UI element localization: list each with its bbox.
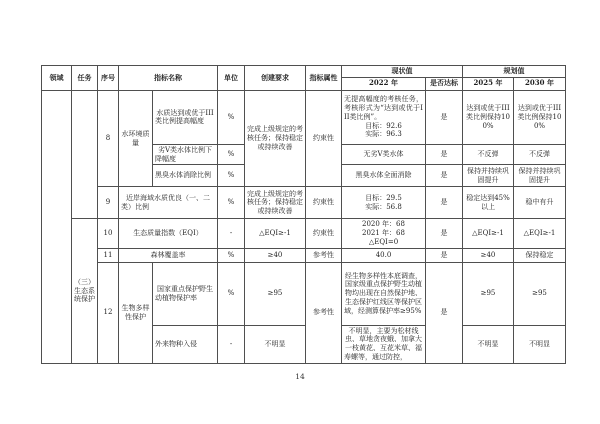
table-row-9 (42, 187, 566, 219)
cell-r8s2-unit: % (218, 144, 245, 165)
header-requirement: 创建要求 (245, 66, 306, 91)
cell-r10-seq: 10 (98, 219, 119, 248)
cell-r12-group-name: 生物多样性保护 (119, 262, 153, 363)
cell-r8-requirement: 完成上级规定的考核任务；保持稳定或持续改善 (245, 90, 306, 187)
cell-r12s2-2022: 不明显，主要为松材线虫、草地贪夜蛾、加拿大一枝黄花、互花米草、福寿螺等，通过防控， (342, 325, 426, 363)
cell-r9-requirement: 完成上级规定的考核任务；保持稳定或持续改善 (245, 187, 306, 219)
r10-2022-line3: △EQI=0 (368, 237, 399, 246)
cell-task-empty (72, 90, 98, 219)
cell-r10-name: 生态质量指数（EQI） (119, 219, 218, 248)
cell-r12s1-2030: ≥95 (514, 262, 566, 325)
cell-r10-meets: 是 (426, 219, 463, 248)
cell-r12s2-2025: 不明显 (463, 325, 514, 363)
cell-r11-requirement: ≥40 (245, 248, 306, 262)
cell-r12s2-requirement: 不明显 (245, 325, 306, 363)
r8s1-2022-desc: 无提高幅度的考核任务，考核形式为“达到或优于III类比例”。 (344, 95, 423, 121)
cell-r11-name: 森林覆盖率 (119, 248, 218, 262)
cell-r12-seq: 12 (98, 262, 119, 363)
cell-r9-2022 (342, 187, 426, 219)
header-unit: 单位 (218, 66, 245, 91)
table-row-11 (42, 248, 566, 262)
r9-2022-actual: 实际：56.8 (365, 202, 402, 211)
cell-r12s1-2025: ≥95 (463, 262, 514, 325)
cell-r11-2025: ≥40 (463, 248, 514, 262)
cell-r8s1-unit: % (218, 90, 245, 144)
header-task: 任务 (72, 66, 98, 91)
cell-r12s2-name: 外来物种入侵 (153, 325, 218, 363)
header-seq: 序号 (98, 66, 119, 91)
header-2022: 2022 年 (342, 77, 426, 90)
cell-r12s1-requirement: ≥95 (245, 262, 306, 325)
cell-task-group: （三）生态系统保护 (72, 219, 98, 363)
header-domain: 领域 (42, 66, 72, 91)
cell-r8s1-2022 (342, 90, 426, 144)
cell-r9-2025: 稳定达到45%以上 (463, 187, 514, 219)
cell-r10-requirement: △EQI≥-1 (245, 219, 306, 248)
cell-r8s3-2030: 保持并持续巩固提升 (514, 165, 566, 187)
cell-r12-meets: 是 (426, 262, 463, 363)
cell-r8s3-meets: 是 (426, 165, 463, 187)
cell-r9-attribute: 约束性 (306, 187, 342, 219)
cell-r9-2030: 稳中有升 (514, 187, 566, 219)
table-row-12-1 (42, 262, 566, 325)
cell-r12s2-unit: - (218, 325, 245, 363)
cell-r10-unit: - (218, 219, 245, 248)
cell-r8s3-unit: % (218, 165, 245, 187)
indicator-table (41, 65, 566, 364)
header-indicator-name: 指标名称 (119, 66, 218, 91)
r9-2022-target: 目标：29.5 (365, 194, 402, 202)
cell-r8s1-2025: 达到或优于III类比例保持100% (463, 90, 514, 144)
cell-r9-meets: 是 (426, 187, 463, 219)
cell-domain-empty (42, 90, 72, 363)
cell-r8s2-2030: 不反弹 (514, 144, 566, 165)
cell-r11-2022: 40.0 (342, 248, 426, 262)
cell-r8s2-2022: 无劣V类水体 (342, 144, 426, 165)
cell-r12s1-2022: 经生物多样性本底调查，国家级重点保护野生动植物均出现在自然保护地、生态保护红线区等保护区域，经测算保护率≥95% (342, 262, 426, 325)
cell-r10-2030: △EQI≥-1 (514, 219, 566, 248)
cell-r12s1-unit: % (218, 262, 245, 325)
cell-r8-seq: 8 (98, 90, 119, 187)
r10-2022-line1: 2020 年：68 (362, 220, 405, 229)
cell-r11-unit: % (218, 248, 245, 262)
cell-r8s1-name: 水质达到或优于III类比例提高幅度 (153, 90, 218, 144)
r10-2022-line2: 2021 年：68 (362, 229, 405, 237)
cell-r12s2-2030: 不明显 (514, 325, 566, 363)
cell-r10-attribute: 约束性 (306, 219, 342, 248)
header-planned-group: 规划值 (463, 66, 566, 78)
header-meets: 是否达标 (426, 77, 463, 90)
cell-r8-attribute: 约束性 (306, 90, 342, 187)
cell-r9-unit: % (218, 187, 245, 219)
cell-r8s1-meets: 是 (426, 90, 463, 144)
cell-r12-attribute: 参考性 (306, 262, 342, 363)
cell-r8s3-2022: 黑臭水体全面消除 (342, 165, 426, 187)
cell-r10-2022 (342, 219, 426, 248)
cell-r8s2-meets: 是 (426, 144, 463, 165)
header-2025: 2025 年 (463, 77, 514, 90)
cell-r9-seq: 9 (98, 187, 119, 219)
r8s1-2022-actual: 实际：96.3 (365, 130, 402, 139)
cell-r8s2-2025: 不反弹 (463, 144, 514, 165)
cell-r8s3-2025: 保持并持续巩固提升 (463, 165, 514, 187)
cell-r11-seq: 11 (98, 248, 119, 262)
cell-r8s2-name: 劣V类水体比例下降幅度 (153, 144, 218, 165)
cell-r8s1-2030: 达到或优于III类比例保持100% (514, 90, 566, 144)
table-row-8-1 (42, 90, 566, 144)
cell-r9-name: 近岸海域水质优良（一、二类）比例 (119, 187, 218, 219)
table-row-10 (42, 219, 566, 248)
cell-r12s1-name: 国家重点保护野生动植物保护率 (153, 262, 218, 325)
cell-r8s3-name: 黑臭水体消除比例 (153, 165, 218, 187)
header-current-group: 现状值 (342, 66, 463, 78)
header-row-groups (42, 66, 566, 78)
cell-r11-2030: 保持稳定 (514, 248, 566, 262)
header-attribute: 指标属性 (306, 66, 342, 91)
cell-r11-attribute: 参考性 (306, 248, 342, 262)
cell-r8-group-name: 水环境质量 (119, 90, 153, 187)
cell-r10-2025: △EQI≥-1 (463, 219, 514, 248)
page-number: 14 (295, 372, 305, 381)
cell-r11-meets: 是 (426, 248, 463, 262)
header-2030: 2030 年 (514, 77, 566, 90)
r8s1-2022-target: 目标：92.6 (365, 121, 402, 130)
